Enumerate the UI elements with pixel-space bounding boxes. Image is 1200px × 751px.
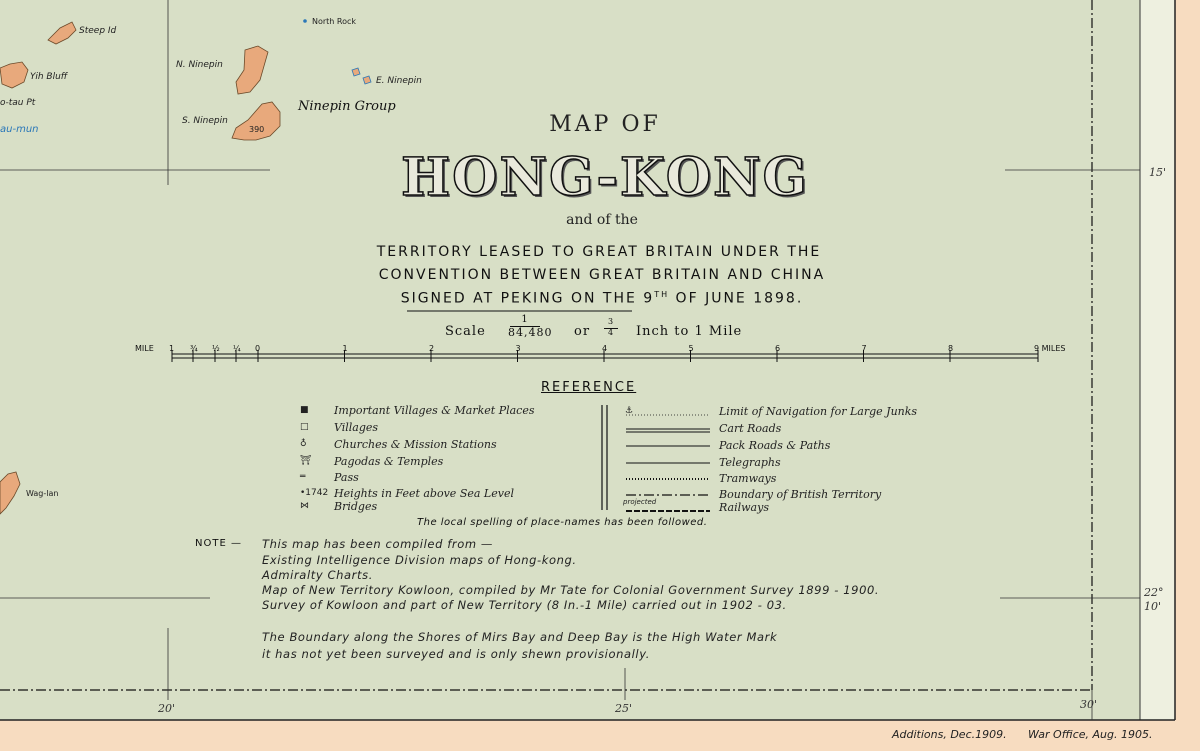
- coord-lon-30: 30': [1080, 698, 1098, 711]
- scale-numerator: 1: [521, 314, 529, 325]
- scale-tick-label: 1: [342, 344, 348, 353]
- note-line: Existing Intelligence Division maps of Hong-kong.: [262, 553, 577, 567]
- scale-tick-label: 3: [515, 344, 521, 353]
- note-boundary-line: The Boundary along the Shores of Mirs Bay and Deep Bay is the High Water Mark: [262, 630, 778, 644]
- scale-sub-tick-label: 1: [169, 344, 175, 353]
- reference-right-label: Railways: [719, 501, 769, 514]
- label-n-ninepin: N. Ninepin: [176, 60, 223, 70]
- scale-tick-label: 6: [775, 344, 781, 353]
- reference-right-label: Cart Roads: [719, 422, 782, 435]
- reference-left-label: Villages: [334, 421, 379, 434]
- scale-frac-num: 3: [607, 317, 615, 326]
- reference-right-label: Limit of Navigation for Large Junks: [719, 405, 918, 418]
- label-height-390: 390: [249, 125, 265, 134]
- scale-mile-label: MILE: [135, 344, 154, 353]
- reference-right-symbol: ⚓: [625, 406, 634, 416]
- reference-projected: projected: [623, 498, 657, 506]
- scale-label: Scale: [445, 324, 486, 339]
- reference-left-symbol: •1742: [300, 488, 329, 498]
- coord-lon-25: 25': [615, 702, 633, 715]
- title-line-3-sup: TH: [654, 290, 670, 299]
- reference-left-label: Pass: [334, 471, 359, 484]
- scale-denominator: 84,480: [508, 326, 553, 339]
- note-line: Survey of Kowloon and part of New Territory (8 In.-1 Mile) carried out in 1902 - 03.: [262, 598, 787, 612]
- scale-inch-to-mile: Inch to 1 Mile: [636, 324, 743, 339]
- coord-lat-10: 10': [1144, 600, 1162, 613]
- reference-left-label: Important Villages & Market Places: [334, 404, 535, 417]
- east-ninepin-rock-2: [363, 76, 371, 84]
- scale-tick-label: 2: [429, 344, 435, 353]
- label-wag-lan: Wag-lan: [26, 489, 59, 498]
- title-hong-kong: HONG-KONG: [401, 147, 809, 208]
- title-line-3-suffix: OF JUNE 1898.: [669, 290, 804, 307]
- footer-additions: Additions, Dec.1909.: [892, 728, 1007, 741]
- label-yih-bluff: Yih Bluff: [30, 72, 68, 82]
- scale-sub-tick-label: 0: [255, 344, 261, 353]
- label-e-ninepin: E. Ninepin: [376, 76, 422, 86]
- title-line-1: TERRITORY LEASED TO GREAT BRITAIN UNDER THE: [376, 244, 822, 260]
- reference-left-symbol: ⛩: [300, 456, 312, 466]
- label-s-ninepin: S. Ninepin: [182, 116, 228, 126]
- label-channel: au-mun: [0, 124, 39, 135]
- label-ninepin-group: Ninepin Group: [298, 99, 396, 114]
- reference-left-label: Pagodas & Temples: [334, 455, 444, 468]
- label-tau-point: o-tau Pt: [0, 98, 36, 108]
- reference-right-label: Tramways: [719, 472, 777, 485]
- reference-heading: REFERENCE: [541, 380, 637, 395]
- reference-spelling-note: The local spelling of place-names has been followed.: [417, 517, 708, 528]
- coord-lat-15: 15': [1149, 166, 1167, 179]
- scale-tick-label: 5: [688, 344, 694, 353]
- note-line: This map has been compiled from —: [262, 537, 493, 551]
- scale-tick-label: 8: [948, 344, 954, 353]
- scale-or: or: [574, 324, 591, 339]
- title-map-of: MAP OF: [549, 112, 661, 137]
- reference-left-symbol: ⋈: [300, 501, 309, 511]
- reference-left-label: Heights in Feet above Sea Level: [334, 487, 514, 500]
- scale-sub-tick-label: ½: [212, 344, 220, 353]
- footer-war-office: War Office, Aug. 1905.: [1028, 728, 1153, 741]
- scale-tick-label: 4: [602, 344, 608, 353]
- reference-right-label: Pack Roads & Paths: [719, 439, 831, 452]
- note-label: NOTE —: [195, 538, 242, 549]
- scale-sub-tick-label: ¾: [190, 344, 198, 353]
- reference-right-label: Boundary of British Territory: [719, 488, 882, 501]
- reference-left-symbol: ═: [300, 472, 306, 482]
- note-boundary-line: it has not yet been surveyed and is only shewn provisionally.: [262, 647, 650, 661]
- label-steep-island: Steep Id: [79, 26, 117, 36]
- scale-sub-tick-label: ¼: [233, 344, 241, 353]
- coord-lon-20: 20': [158, 702, 176, 715]
- reference-left-symbol: □: [300, 422, 309, 432]
- scale-frac-den: 4: [607, 328, 615, 337]
- east-ninepin-rock-1: [352, 68, 360, 76]
- scale-tick-label: 7: [861, 344, 867, 353]
- title-and-of-the: and of the: [566, 212, 638, 228]
- reference-left-label: Bridges: [334, 500, 378, 513]
- north-rock-shape: [303, 19, 307, 23]
- title-line-3-prefix: SIGNED AT PEKING ON THE 9: [400, 290, 655, 307]
- reference-right-label: Telegraphs: [719, 456, 781, 469]
- scale-9-miles-label: 9 MILES: [1034, 344, 1066, 353]
- reference-left-label: Churches & Mission Stations: [334, 438, 497, 451]
- coord-lat-22: 22°: [1144, 586, 1164, 599]
- title-line-3: [0, 290, 1200, 307]
- reference-left-symbol: ♁: [300, 439, 307, 449]
- reference-left-symbol: ■: [300, 405, 309, 415]
- note-line: Admiralty Charts.: [262, 568, 373, 582]
- note-line: Map of New Territory Kowloon, compiled by Mr Tate for Colonial Government Survey 1899 - 1900.: [262, 583, 880, 597]
- title-line-2: CONVENTION BETWEEN GREAT BRITAIN AND CHINA: [378, 267, 826, 283]
- label-north-rock: North Rock: [312, 17, 357, 26]
